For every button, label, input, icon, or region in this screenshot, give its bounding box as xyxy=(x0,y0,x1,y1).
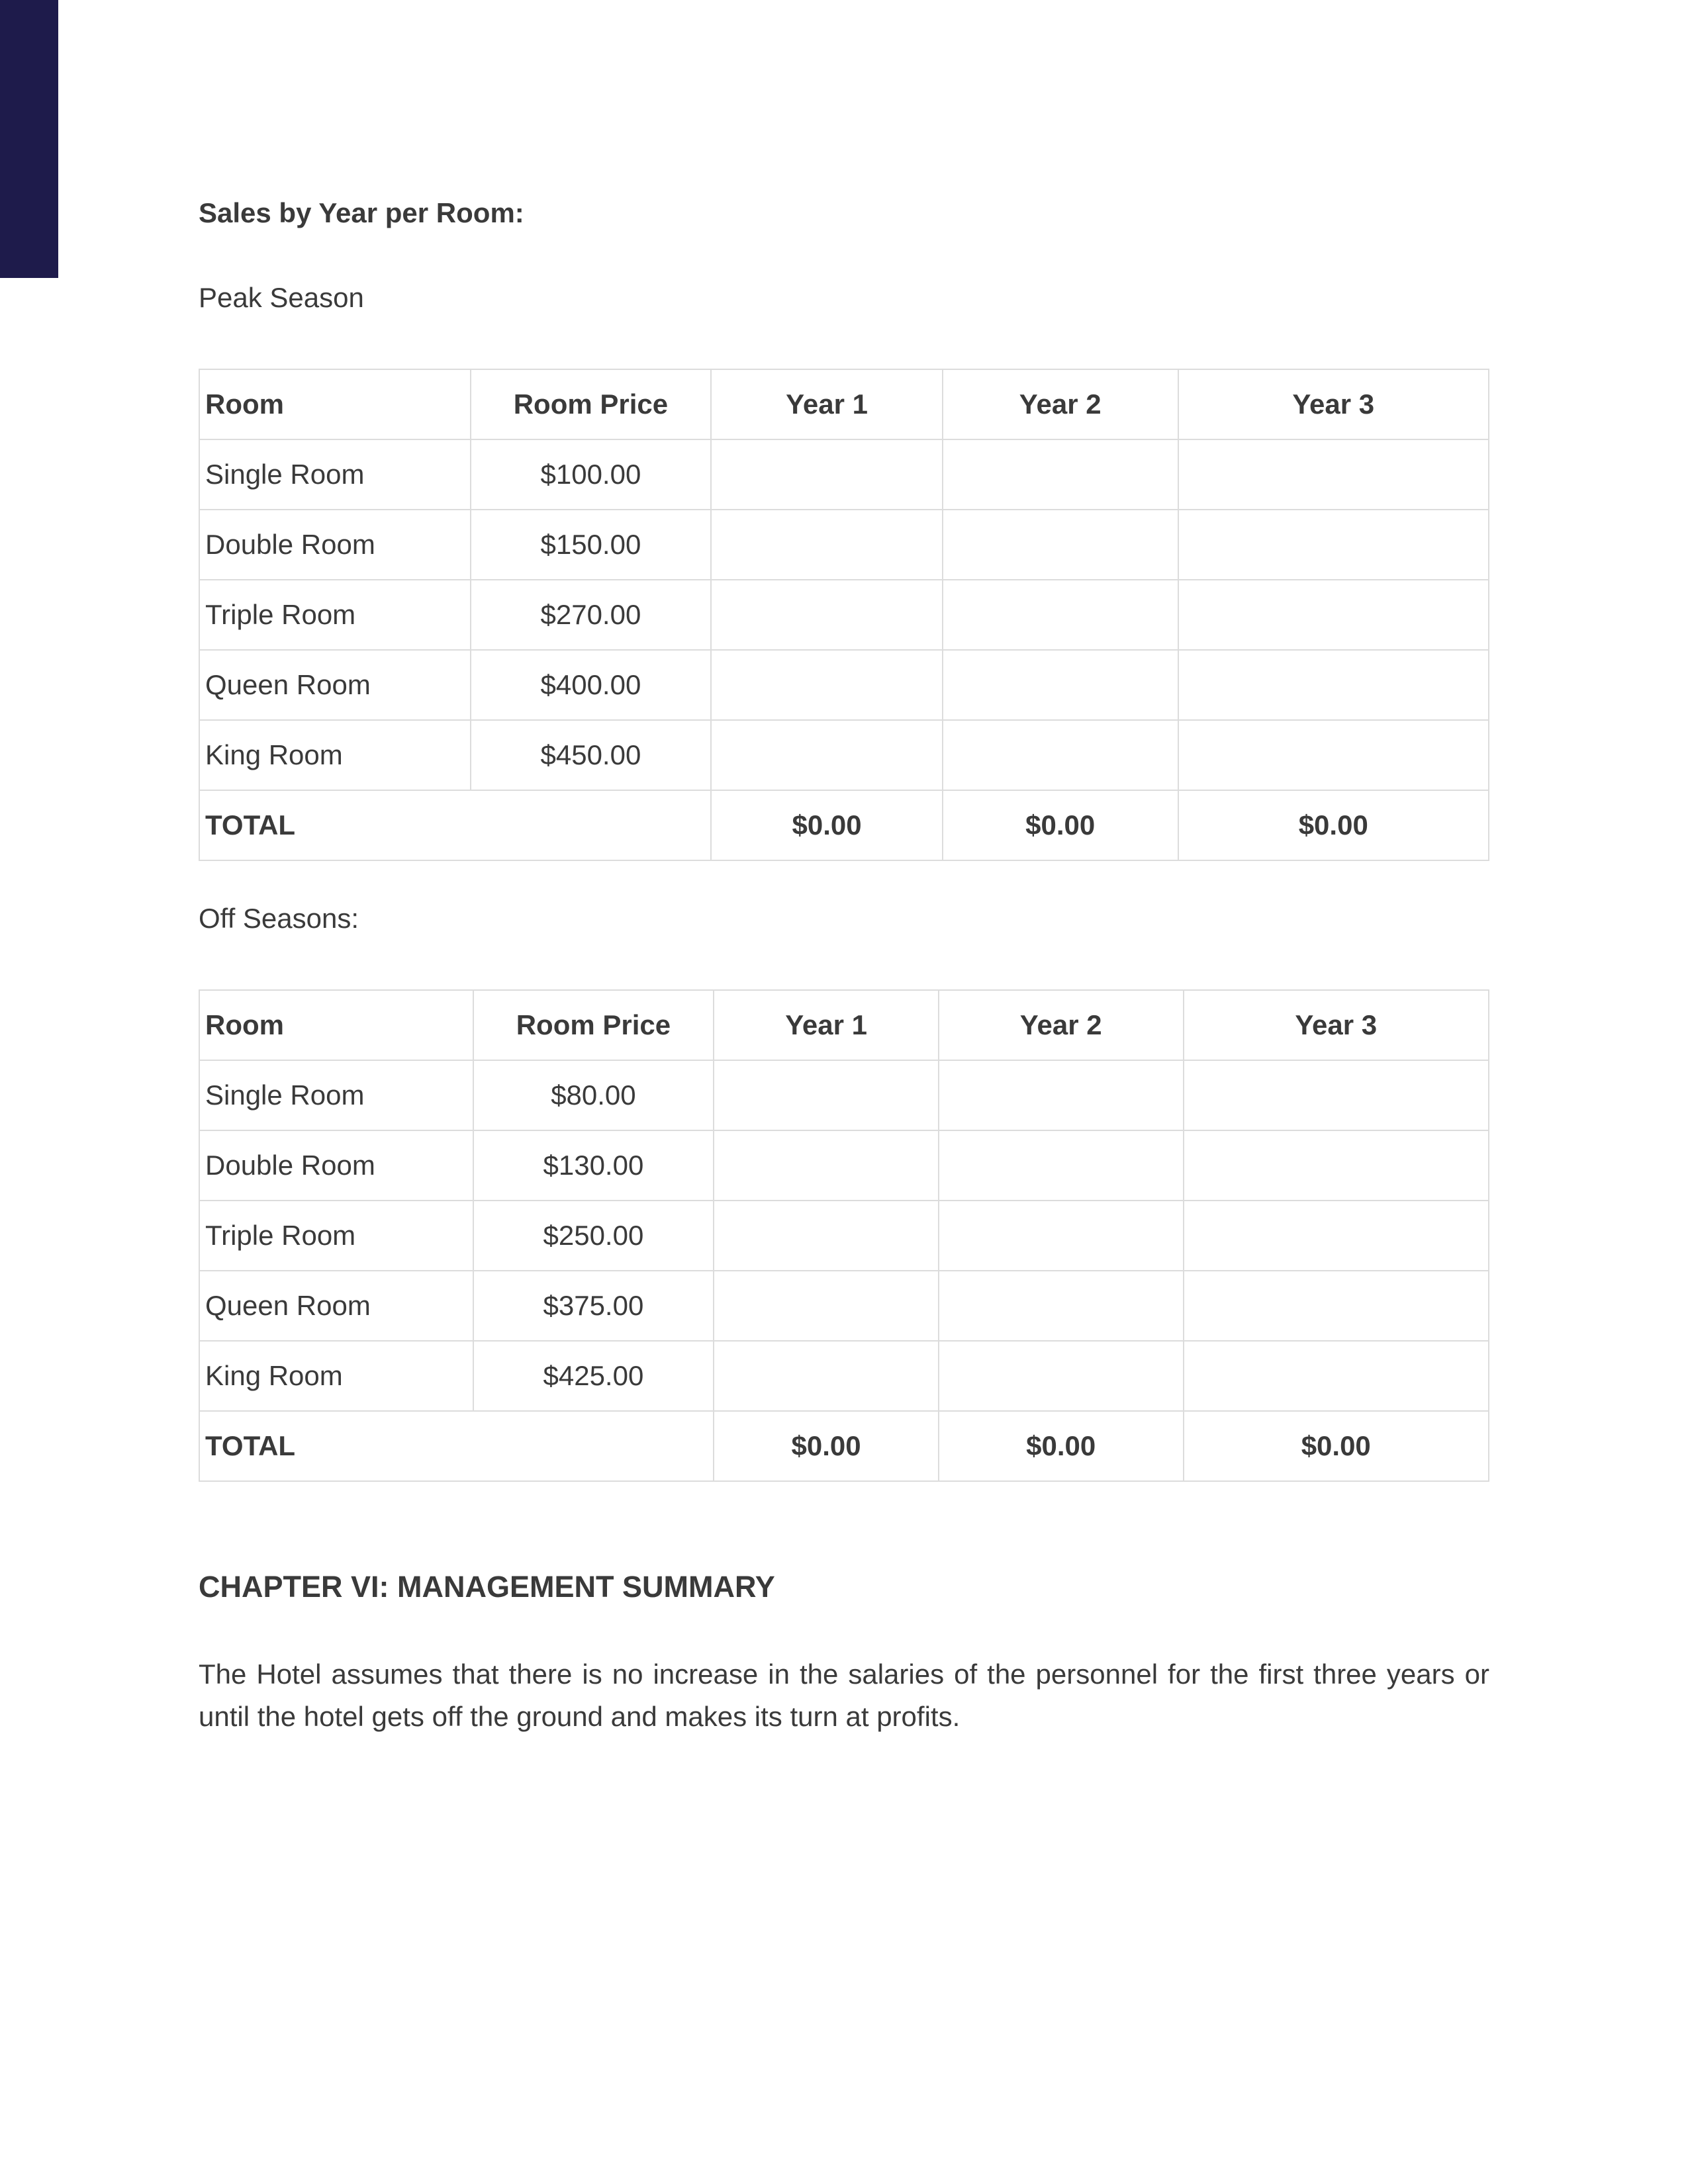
year-1-cell xyxy=(714,1130,939,1201)
accent-side-bar xyxy=(0,0,58,278)
year-1-cell xyxy=(711,580,943,650)
header-year-1: Year 1 xyxy=(714,990,939,1060)
year-1-cell xyxy=(711,510,943,580)
room-price: $100.00 xyxy=(471,439,712,510)
year-2-cell xyxy=(943,580,1178,650)
table-row xyxy=(199,580,1489,650)
year-3-cell xyxy=(1178,650,1489,720)
total-year-2: $0.00 xyxy=(943,790,1178,860)
year-1-cell xyxy=(714,1341,939,1411)
table-row xyxy=(199,1341,1489,1411)
table-header-row xyxy=(199,369,1489,439)
room-price: $450.00 xyxy=(471,720,712,790)
table-row xyxy=(199,510,1489,580)
total-year-3: $0.00 xyxy=(1184,1411,1489,1481)
chapter-paragraph: The Hotel assumes that there is no increase in the salaries of the personnel for the first three years or until the hotel gets off the ground and makes its turn at profits. xyxy=(199,1659,1489,1732)
table-total-row xyxy=(199,1411,1489,1481)
header-room: Room xyxy=(199,990,473,1060)
room-name: King Room xyxy=(199,1341,473,1411)
room-price: $400.00 xyxy=(471,650,712,720)
year-3-cell xyxy=(1184,1341,1489,1411)
room-name: Single Room xyxy=(199,439,471,510)
room-name: Double Room xyxy=(199,1130,473,1201)
total-year-1: $0.00 xyxy=(714,1411,939,1481)
table-row xyxy=(199,1060,1489,1130)
year-3-cell xyxy=(1184,1060,1489,1130)
room-price: $375.00 xyxy=(473,1271,714,1341)
room-name: Double Room xyxy=(199,510,471,580)
year-3-cell xyxy=(1184,1271,1489,1341)
room-name: King Room xyxy=(199,720,471,790)
room-price: $250.00 xyxy=(473,1201,714,1271)
year-2-cell xyxy=(943,510,1178,580)
year-3-cell xyxy=(1184,1201,1489,1271)
room-price: $150.00 xyxy=(471,510,712,580)
year-2-cell xyxy=(939,1341,1184,1411)
room-name: Single Room xyxy=(199,1060,473,1130)
year-2-cell xyxy=(943,720,1178,790)
year-2-cell xyxy=(943,439,1178,510)
year-1-cell xyxy=(711,720,943,790)
room-name: Queen Room xyxy=(199,650,471,720)
total-label: TOTAL xyxy=(199,1411,714,1481)
table-row xyxy=(199,650,1489,720)
room-price: $270.00 xyxy=(471,580,712,650)
year-2-cell xyxy=(939,1201,1184,1271)
header-year-3: Year 3 xyxy=(1184,990,1489,1060)
table-row xyxy=(199,720,1489,790)
header-room-price: Room Price xyxy=(473,990,714,1060)
year-1-cell xyxy=(711,439,943,510)
year-2-cell xyxy=(939,1271,1184,1341)
year-3-cell xyxy=(1178,720,1489,790)
total-year-2: $0.00 xyxy=(939,1411,1184,1481)
peak-season-label: Peak Season xyxy=(199,282,364,313)
year-2-cell xyxy=(939,1060,1184,1130)
table-row xyxy=(199,1130,1489,1201)
header-year-2: Year 2 xyxy=(943,369,1178,439)
off-season-label: Off Seasons: xyxy=(199,903,359,934)
room-price: $80.00 xyxy=(473,1060,714,1130)
room-price: $130.00 xyxy=(473,1130,714,1201)
year-3-cell xyxy=(1184,1130,1489,1201)
year-2-cell xyxy=(943,650,1178,720)
total-year-1: $0.00 xyxy=(711,790,943,860)
year-3-cell xyxy=(1178,510,1489,580)
chapter-title: CHAPTER VI: MANAGEMENT SUMMARY xyxy=(199,1570,775,1604)
section-heading: Sales by Year per Room: xyxy=(199,197,524,228)
year-2-cell xyxy=(939,1130,1184,1201)
peak-season-table xyxy=(199,369,1489,861)
room-price: $425.00 xyxy=(473,1341,714,1411)
year-1-cell xyxy=(714,1060,939,1130)
room-name: Triple Room xyxy=(199,1201,473,1271)
header-room: Room xyxy=(199,369,471,439)
header-year-3: Year 3 xyxy=(1178,369,1489,439)
header-year-1: Year 1 xyxy=(711,369,943,439)
year-3-cell xyxy=(1178,439,1489,510)
total-year-3: $0.00 xyxy=(1178,790,1489,860)
year-1-cell xyxy=(714,1201,939,1271)
table-row xyxy=(199,1201,1489,1271)
table-row xyxy=(199,1271,1489,1341)
off-season-table xyxy=(199,989,1489,1482)
total-label: TOTAL xyxy=(199,790,711,860)
table-total-row xyxy=(199,790,1489,860)
year-3-cell xyxy=(1178,580,1489,650)
room-name: Triple Room xyxy=(199,580,471,650)
room-name: Queen Room xyxy=(199,1271,473,1341)
year-1-cell xyxy=(711,650,943,720)
year-1-cell xyxy=(714,1271,939,1341)
table-row xyxy=(199,439,1489,510)
table-header-row xyxy=(199,990,1489,1060)
header-room-price: Room Price xyxy=(471,369,712,439)
header-year-2: Year 2 xyxy=(939,990,1184,1060)
